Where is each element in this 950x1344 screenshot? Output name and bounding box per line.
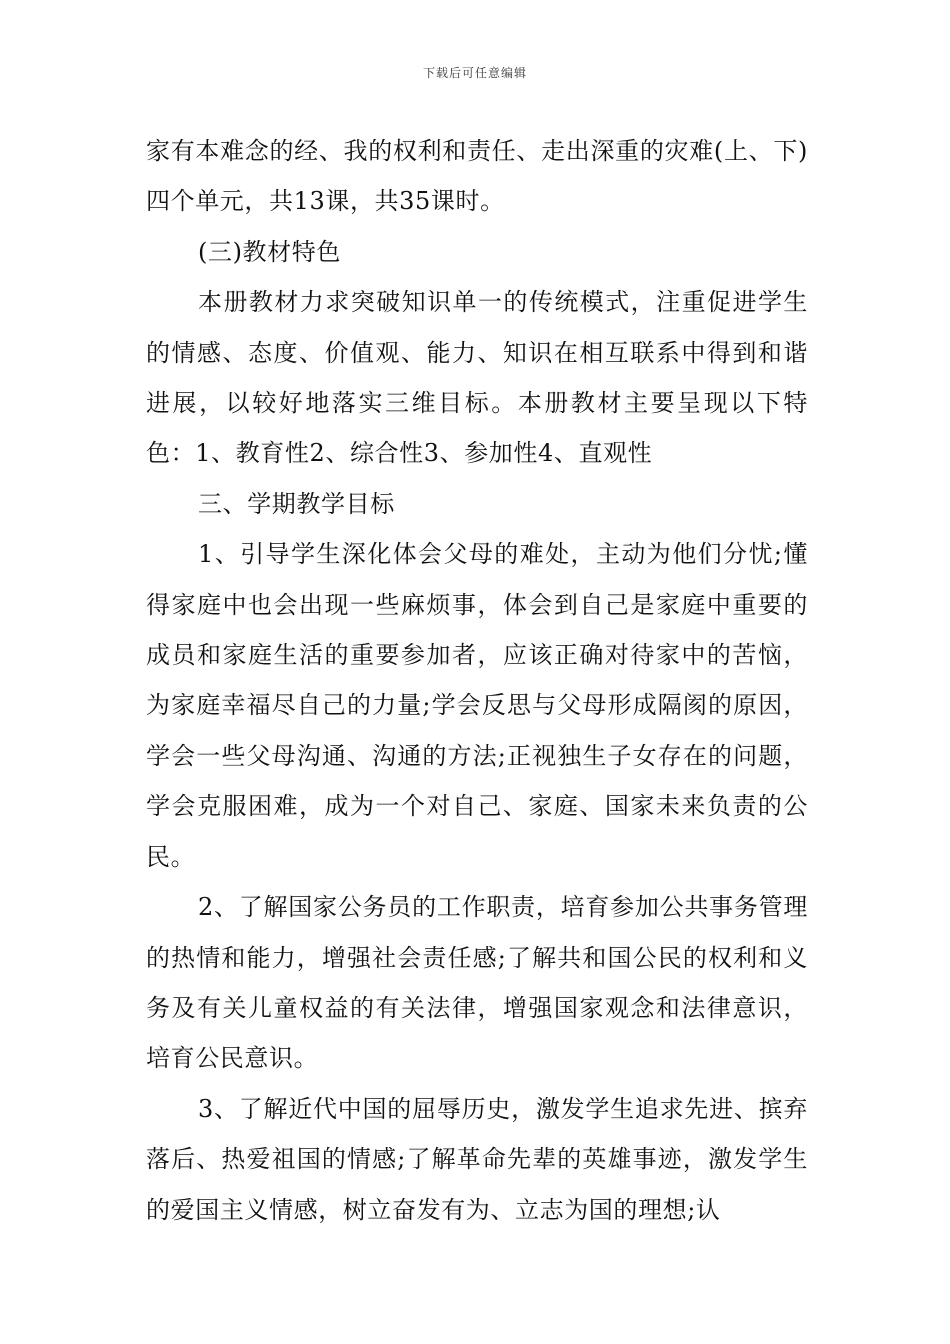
paragraph-heading-textbook-features: (三)教材特色 xyxy=(198,237,341,266)
paragraph-goal-3: 3、了解近代中国的屈辱历史，激发学生追求先进、摈弃落后、热爱祖国的情感;了解革命先辈的英雄事迹，激发学生的爱国主义情感，树立奋发有为、立志为国的理想;认 xyxy=(146,1094,808,1224)
paragraph-goal-1: 1、引导学生深化体会父母的难处，主动为他们分忧;懂得家庭中也会出现一些麻烦事，体会到自己是家庭中重要的成员和家庭生活的重要参加者，应该正确对待家中的苦恼，为家庭幸福尽自己的力量;学会反思与父母形成隔阂的原因，学会一些父母沟通、沟通的方法;正视独生子女存在的问题，学会克服困难，成为一个对自己、家庭、国家未来负责的公民。 xyxy=(146,540,808,871)
paragraph-units-summary: 家有本难念的经、我的权利和责任、走出深重的灾难(上、下)四个单元，共13课，共35课时。 xyxy=(146,137,808,216)
paragraph-textbook-features: 本册教材力求突破知识单一的传统模式，注重促进学生的情感、态度、价值观、能力、知识在相互联系中得到和谐进展，以较好地落实三维目标。本册教材主要呈现以下特色：1、教育性2、综合性3、参加性4、直观性 xyxy=(146,288,808,468)
paragraph-heading-semester-goals: 三、学期教学目标 xyxy=(198,489,395,518)
page-header: 下载后可任意编辑 xyxy=(422,66,527,80)
document-body xyxy=(146,126,808,1235)
paragraph-goal-2: 2、了解国家公务员的工作职责，培育参加公共事务管理的热情和能力，增强社会责任感;了解共和国公民的权利和义务及有关儿童权益的有关法律，增强国家观念和法律意识，培育公民意识。 xyxy=(146,893,808,1073)
